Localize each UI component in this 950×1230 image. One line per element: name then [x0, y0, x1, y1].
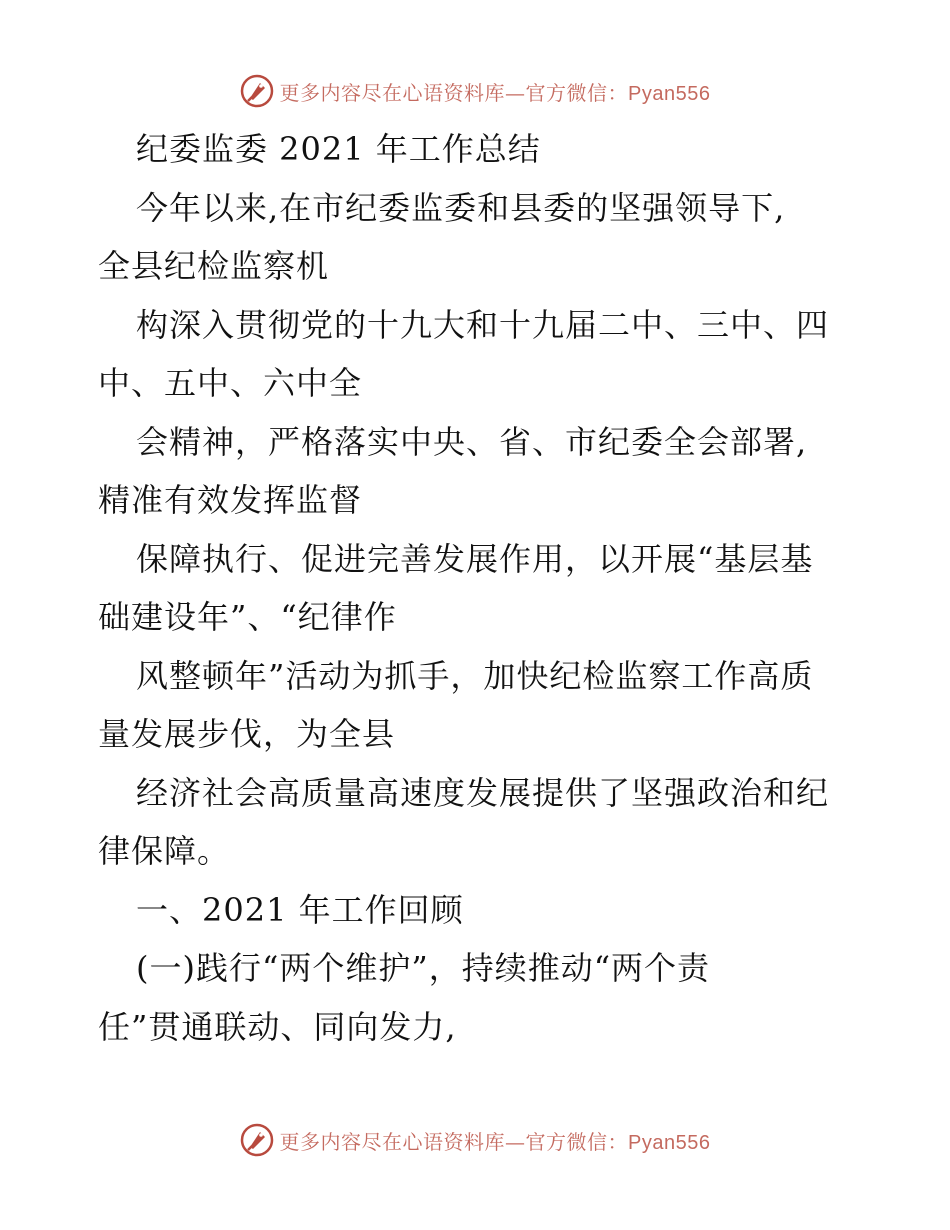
section-heading: 一、2021 年工作回顾 — [136, 890, 464, 929]
paragraph-line: 今年以来,在市纪委监委和县委的坚强领导下, — [136, 188, 786, 227]
footer-site-name: 更多内容尽在心语资料库 — [279, 1129, 506, 1154]
header-dash: — — [505, 80, 526, 105]
paragraph-line: 构深入贯彻党的十九大和十九届二中、三中、四 — [136, 305, 830, 344]
footer-watermark-banner — [0, 1120, 950, 1160]
paragraph-line: 量发展步伐，为全县 — [98, 715, 396, 753]
paragraph-line: 础建设年”、“纪律作 — [98, 598, 397, 636]
footer-wechat-id: Pyan556 — [628, 1131, 711, 1154]
paragraph-line: 会精神，严格落实中央、省、市纪委全会部署, — [136, 422, 808, 461]
paragraph-line: 任”贯通联动、同向发力, — [98, 1007, 457, 1046]
header-wechat-label: 官方微信： — [525, 80, 629, 105]
paragraph-line: 保障执行、促进完善发展作用，以开展“基层基 — [136, 539, 814, 578]
paragraph-line: 全县纪检监察机 — [98, 247, 330, 285]
footer-dash: — — [505, 1129, 526, 1154]
paragraph-line: 中、五中、六中全 — [98, 364, 363, 402]
paragraph-line: 经济社会高质量高速度发展提供了坚强政治和纪 — [136, 773, 830, 812]
footer-wechat-label: 官方微信： — [525, 1129, 629, 1154]
pen-nib-logo-icon — [240, 1123, 274, 1157]
header-site-name: 更多内容尽在心语资料库 — [279, 80, 506, 105]
subsection-heading: (一)践行“两个维护”，持续推动“两个责 — [136, 949, 711, 987]
paragraph-line: 风整顿年”活动为抓手，加快纪检监察工作高质 — [136, 656, 814, 695]
header-watermark-banner — [0, 71, 950, 111]
paragraph-line: 精准有效发挥监督 — [98, 481, 363, 519]
paragraph-line: 律保障。 — [98, 832, 231, 870]
footer-watermark-text — [280, 1126, 711, 1155]
pen-nib-logo-icon — [240, 74, 274, 108]
header-watermark-text — [280, 77, 711, 106]
document-body — [98, 120, 858, 1056]
document-title: 纪委监委 2021 年工作总结 — [136, 130, 541, 168]
header-wechat-id: Pyan556 — [628, 82, 711, 105]
